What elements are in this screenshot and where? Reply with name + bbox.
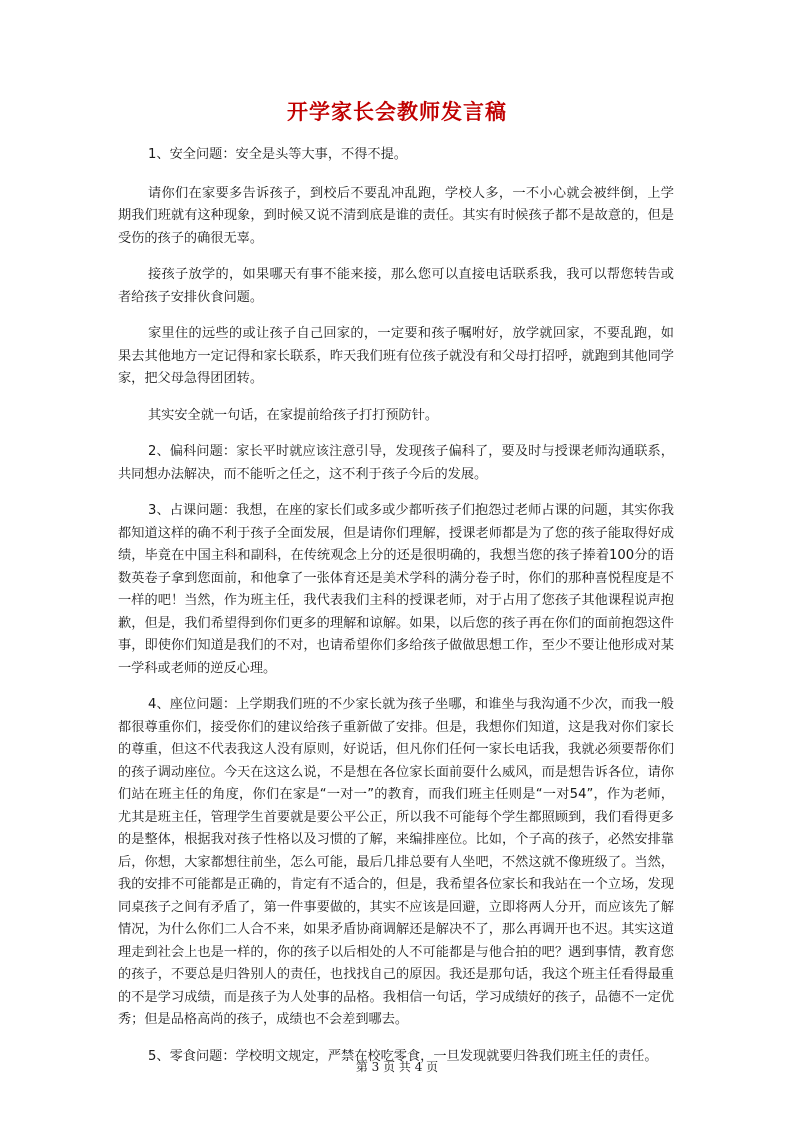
document-body: [118, 144, 674, 1082]
document-title: 开学家长会教师发言稿: [287, 100, 507, 124]
paragraph-safety-pickup: 接孩子放学的，如果哪天有事不能来接，那么您可以直接电话联系我，我可以帮您转告或者给孩子安排伙食问题。: [118, 267, 674, 305]
paragraph-class-occupation: 3、占课问题：我想，在座的家长们或多或少都听孩子们抱怨过老师占课的问题，其实你我都知道这样的确不利于孩子全面发展，但是请你们理解，授课老师都是为了您的孩子能取得好成绩，毕竟在中国主科和副科，在传统观念上分的还是很明确的，我想当您的孩子捧着100分的语数英卷子拿到您面前，和他拿了一张体育还是美术学科的满分卷子时，你们的那种喜悦程度是不一样的吧！当然，作为班主任，我代表我们主科的授课老师，对于占用了您孩子其他课程说声抱歉，但是，我们希望得到你们更多的理解和谅解。如果，以后您的孩子再在你们的面前抱怨这件事，即使你们知道是我们的不对，也请希望你们多给孩子做做思想工作，至少不要让他形成对某一学科或老师的逆反心理。: [118, 503, 674, 676]
paragraph-subject-bias: 2、偏科问题：家长平时就应该注意引导，发现孩子偏科了，要及时与授课老师沟通联系，共同想办法解决，而不能听之任之，这不利于孩子今后的发展。: [118, 444, 674, 482]
paragraph-snacks: 5、零食问题：学校明文规定，严禁在校吃零食，一旦发现就要归咎我们班主任的责任。: [148, 1048, 658, 1064]
page-number-footer: 第 3 页 共 4 页: [355, 1060, 439, 1074]
paragraph-safety-home: 家里住的远些的或让孩子自己回家的，一定要和孩子嘱咐好，放学就回家，不要乱跑，如果去其他地方一定记得和家长联系，昨天我们班有位孩子就没有和父母打招呼，就跑到其他同学家，把父母急得团团转。: [118, 326, 674, 386]
paragraph-safety-summary: 其实安全就一句话，在家提前给孩子打打预防针。: [148, 407, 439, 423]
paragraph-safety-school: 请你们在家要多告诉孩子，到校后不要乱冲乱跑，学校人多，一不小心就会被绊倒，上学期我们班就有这种现象，到时候又说不清到底是谁的责任。其实有时候孩子都不是故意的，但是受伤的孩子的确很无辜。: [118, 185, 674, 246]
paragraph-safety-heading: 1、安全问题：安全是头等大事，不得不提。: [148, 147, 407, 162]
paragraph-seating: 4、座位问题：上学期我们班的不少家长就为孩子坐哪，和谁坐与我沟通不少次，而我一般都很尊重你们，接受你们的建议给孩子重新做了安排。但是，我想你们知道，这是我对你们家长的尊重，但这不代表我这人没有原则，好说话，但凡你们任何一家长电话我，我就必须要帮你们的孩子调动座位。今天在这这么说，不是想在各位家长面前耍什么威风，而是想告诉各位，请你们站在班主任的角度，你们在家是“一对一”的教育，而我们班主任则是“一对54”，作为老师，尤其是班主任，管理学生首要就是要公平公正，所以我不可能每个学生都照顾到，我们看得更多的是整体，根据我对孩子性格以及习惯的了解，来编排座位。比如，个子高的孩子，必然安排靠后，你想，大家都想往前坐，怎么可能，最后几排总要有人坐吧，不然这就不像班级了。当然，我的安排不可能都是正确的，肯定有不适合的，但是，我希望各位家长和我站在一个立场，发现同桌孩子之间有矛盾了，第一件事要做的，其实不应该是回避，立即将两人分开，而应该先了解情况，为什么你们二人合不来，如果矛盾协商调解还是解决不了，那么再调开也不迟。其实这道理走到社会上也是一样的，你的孩子以后相处的人不可能都是与他合拍的吧？遇到事情，教育您的孩子，不要总是归咎别人的责任，也找找自己的原因。我还是那句话，我这个班主任看得最重的不是学习成绩，而是孩子为人处事的品格。我相信一句话，学习成绩好的孩子，品德不一定优秀；但是品格高尚的孩子，成绩也不会差到哪去。: [118, 697, 674, 1027]
